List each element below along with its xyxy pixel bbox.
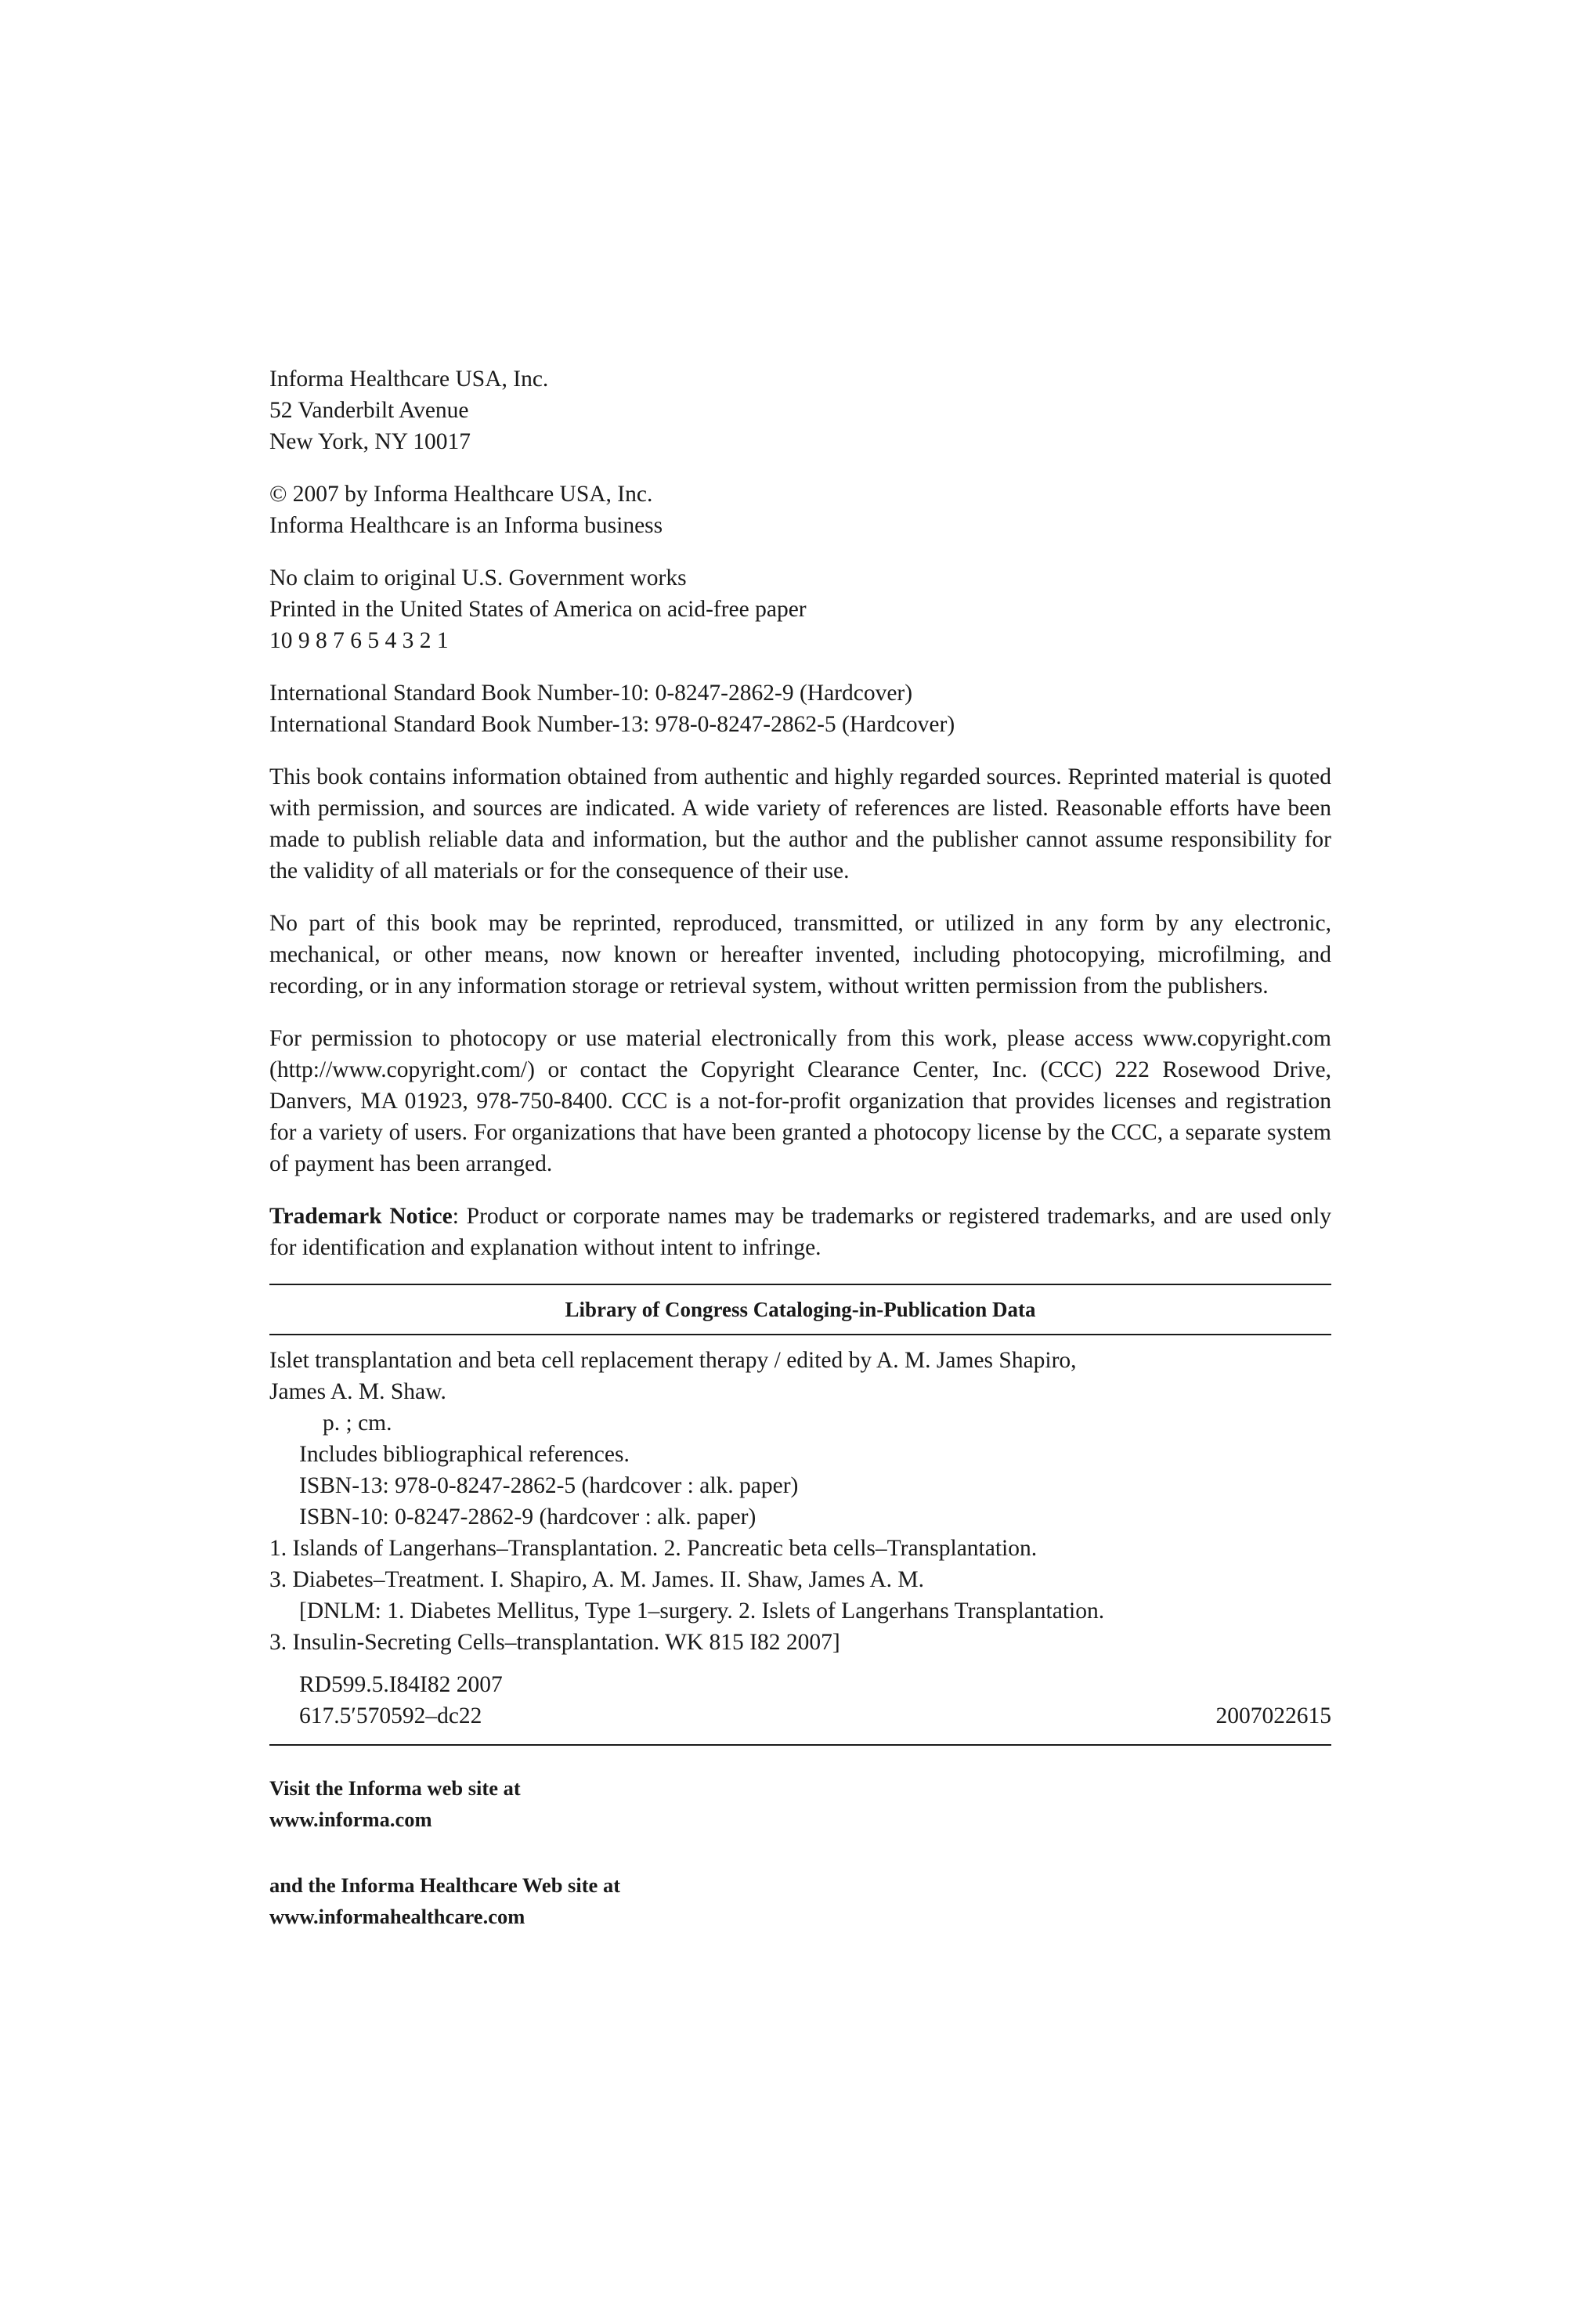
trademark-text: : Product or corporate names may be trademarks or registered trademarks, and are used only for identification and explanation without intent to infringe. <box>269 1204 1331 1260</box>
cip-dewey: 617.5′570592–dc22 <box>299 1703 482 1728</box>
cip-isbn13: ISBN-13: 978-0-8247-2862-5 (hardcover : alk. paper) <box>299 1473 799 1498</box>
healthcare-web-url[interactable]: www.informahealthcare.com <box>269 1905 525 1928</box>
cip-dnlm-line: [DNLM: 1. Diabetes Mellitus, Type 1–surgery. 2. Islets of Langerhans Transplantation. <box>299 1598 1105 1624</box>
permission-paragraph: For permission to photocopy or use material electronically from this work, please access www.copyright.com (http://www.copyright.com/) or contact the Copyright Clearance Center, Inc. (CCC) 222 Rosewood Drive, Danvers, MA 01923, 978-750-8400. CCC is a not-for-profit organization that provides licenses and registration for a variety of users. For organizations that have been granted a photocopy license by the CCC, a separate system of payment has been arranged. <box>269 1026 1331 1176</box>
informa-web-info <box>269 1772 1331 1835</box>
cip-record <box>269 1335 1331 1732</box>
healthcare-web-label: and the Informa Healthcare Web site at <box>269 1873 621 1897</box>
printing-number-line: 10 9 8 7 6 5 4 3 2 1 <box>269 628 449 653</box>
cip-bibliography: Includes bibliographical references. <box>299 1442 630 1467</box>
sources-paragraph: This book contains information obtained from authentic and highly regarded sources. Reprinted material is quoted with permission, and sources are indicated. A wide variety of references are listed. Reasonable efforts have been made to publish reliable data and information, but the author and the publisher cannot assume responsibility for the validity of all materials or for the consequence of their use. <box>269 764 1331 883</box>
cip-call-number: RD599.5.I84I82 2007 <box>299 1672 503 1697</box>
cip-lccn: 2007022615 <box>1215 1703 1331 1728</box>
publisher-city: New York, NY 10017 <box>269 429 471 454</box>
informa-web-label: Visit the Informa web site at <box>269 1776 521 1800</box>
cip-dnlm-line: 3. Insulin-Secreting Cells–transplantation. WK 815 I82 2007] <box>269 1630 840 1655</box>
cip-editors-line: James A. M. Shaw. <box>269 1379 446 1404</box>
isbn10-line: International Standard Book Number-10: 0-8247-2862-9 (Hardcover) <box>269 681 913 706</box>
printed-in-line: Printed in the United States of America on acid-free paper <box>269 597 807 622</box>
trademark-paragraph <box>269 1201 1331 1263</box>
cip-heading: Library of Congress Cataloging-in-Publication Data <box>565 1298 1036 1321</box>
business-line: Informa Healthcare is an Informa business <box>269 513 663 538</box>
cip-title-line: Islet transplantation and beta cell replacement therapy / edited by A. M. James Shapiro, <box>269 1348 1077 1373</box>
copyright-notice <box>269 479 1331 541</box>
cip-subjects-line: 3. Diabetes–Treatment. I. Shapiro, A. M. James. II. Shaw, James A. M. <box>269 1567 925 1592</box>
publisher-street: 52 Vanderbilt Avenue <box>269 398 469 423</box>
healthcare-web-info <box>269 1869 1331 1932</box>
reproduction-paragraph: No part of this book may be reprinted, reproduced, transmitted, or utilized in any form by any electronic, mechanical, or other means, now known or hereafter invented, including photocopying, microfilming, and recording, or in any information storage or retrieval system, without written permission from the publishers. <box>269 911 1331 999</box>
isbn-info <box>269 677 1331 740</box>
publisher-address <box>269 363 1331 457</box>
informa-web-url[interactable]: www.informa.com <box>269 1808 432 1831</box>
cip-subjects-line: 1. Islands of Langerhans–Transplantation. 2. Pancreatic beta cells–Transplantation. <box>269 1536 1038 1561</box>
copyright-page <box>269 363 1331 1932</box>
government-works-line: No claim to original U.S. Government works <box>269 565 687 591</box>
cip-pages: p. ; cm. <box>323 1411 392 1436</box>
publisher-name: Informa Healthcare USA, Inc. <box>269 367 549 392</box>
cip-classification-row <box>269 1700 1331 1732</box>
trademark-label: Trademark Notice <box>269 1204 453 1229</box>
isbn13-line: International Standard Book Number-13: 978-0-8247-2862-5 (Hardcover) <box>269 712 955 737</box>
copyright-line: © 2007 by Informa Healthcare USA, Inc. <box>269 482 653 507</box>
cip-isbn10: ISBN-10: 0-8247-2862-9 (hardcover : alk. paper) <box>299 1504 756 1530</box>
printing-info <box>269 562 1331 656</box>
